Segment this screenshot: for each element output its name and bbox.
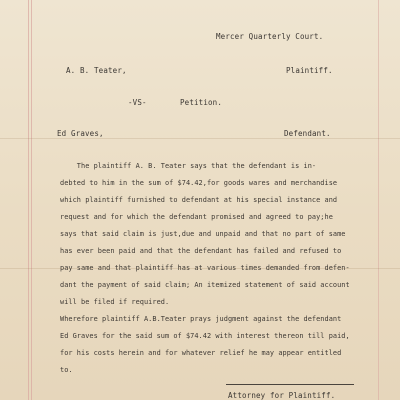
margin-rule xyxy=(28,0,29,400)
body-line: to. xyxy=(60,366,73,374)
body-line: has ever been paid and that the defendant has failed and refused to xyxy=(60,247,342,255)
defendant-role: Defendant. xyxy=(284,129,331,138)
body-line: debted to him in the sum of $74.42,for goods wares and merchandise xyxy=(60,179,338,187)
signature-line xyxy=(226,384,354,385)
court-name: Mercer Quarterly Court. xyxy=(216,32,324,41)
margin-rule xyxy=(31,0,32,400)
body-line: The plaintiff A. B. Teater says that the defendant is in- xyxy=(60,162,317,170)
body-line: which plaintiff furnished to defendant at his special instance and xyxy=(60,196,338,204)
defendant-name: Ed Graves, xyxy=(57,129,104,138)
signature-label: Attorney for Plaintiff. xyxy=(228,391,336,400)
plaintiff-name: A. B. Teater, xyxy=(66,66,127,75)
body-line: dant the payment of said claim; An itemized statement of said account xyxy=(60,281,350,289)
body-line: will be filed if required. xyxy=(60,298,170,306)
versus-label: -VS- xyxy=(128,98,147,107)
body-line: for his costs herein and for whatever relief he may appear entitled xyxy=(60,349,342,357)
plaintiff-role: Plaintiff. xyxy=(286,66,333,75)
document-type: Petition. xyxy=(180,98,222,107)
body-line: pay same and that plaintiff has at various times demanded from defen- xyxy=(60,264,350,272)
body-line: Wherefore plaintiff A.B.Teater prays judgment against the defendant xyxy=(60,315,342,323)
body-line: says that said claim is just,due and unpaid and that no part of same xyxy=(60,230,346,238)
body-line: Ed Graves for the said sum of $74.42 with interest thereon till paid, xyxy=(60,332,350,340)
margin-rule xyxy=(378,0,379,400)
paper-fold xyxy=(0,138,400,139)
body-line: request and for which the defendant promised and agreed to pay;he xyxy=(60,213,333,221)
